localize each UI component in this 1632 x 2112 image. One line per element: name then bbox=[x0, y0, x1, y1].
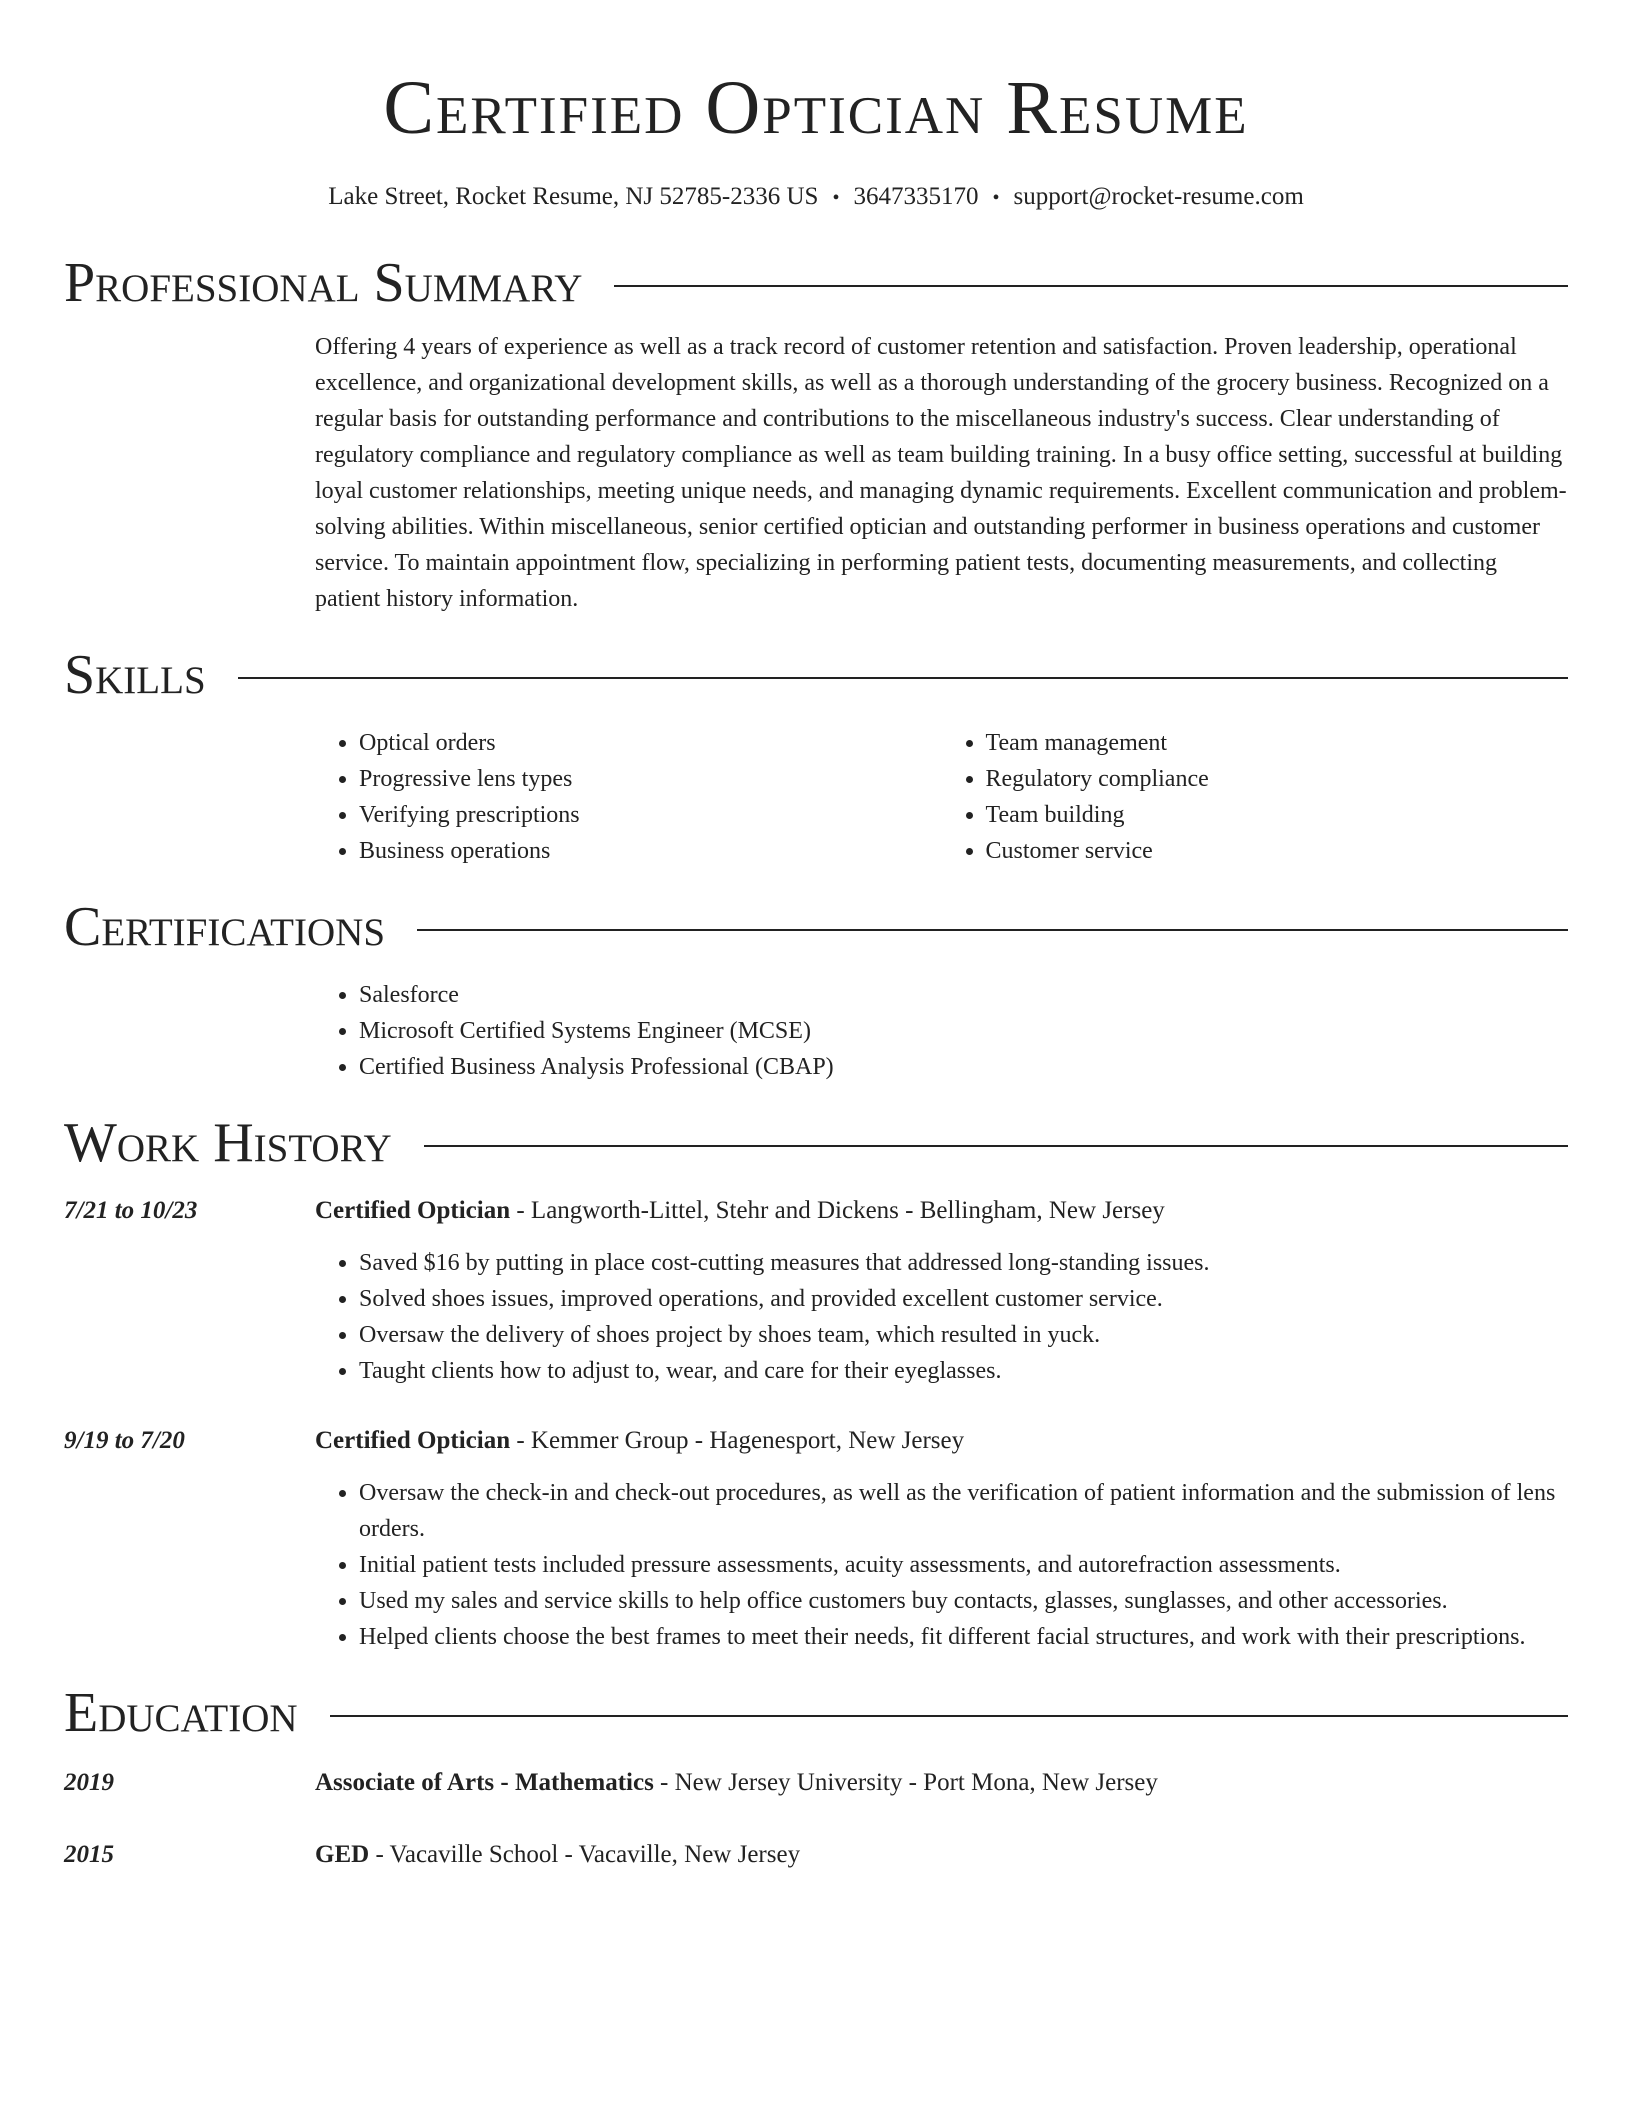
certifications-list bbox=[315, 977, 1568, 1085]
certifications-bullets bbox=[315, 977, 1568, 1085]
job-title: Certified Optician bbox=[315, 1427, 511, 1454]
education-year: 2015 bbox=[64, 1841, 114, 1868]
certification-item: • Microsoft Certified Systems Engineer (MCSE) bbox=[359, 1013, 1568, 1049]
education-info bbox=[315, 1837, 800, 1873]
education-year: 2019 bbox=[64, 1769, 114, 1796]
summary-heading: Professional Summary bbox=[64, 252, 583, 314]
certification-item: • Salesforce bbox=[359, 977, 1568, 1013]
job-bullet: • Initial patient tests included pressure assessments, acuity assessments, and autorefraction assessments. bbox=[359, 1547, 1568, 1583]
section-divider bbox=[238, 677, 1568, 679]
skills-right-column bbox=[942, 725, 1569, 869]
skill-item: • Verifying prescriptions bbox=[359, 797, 942, 833]
job-info bbox=[315, 1193, 1568, 1389]
job-dates: 9/19 to 7/20 bbox=[64, 1427, 185, 1454]
skills-section-header bbox=[64, 643, 1568, 707]
section-divider bbox=[330, 1715, 1568, 1717]
job-bullet: • Solved shoes issues, improved operations, and provided excellent customer service. bbox=[359, 1281, 1568, 1317]
education-heading: Education bbox=[64, 1682, 298, 1744]
job-employer: - Kemmer Group - Hagenesport, New Jersey bbox=[510, 1427, 965, 1454]
skill-item: • Optical orders bbox=[359, 725, 942, 761]
job-bullet: • Used my sales and service skills to help office customers buy contacts, glasses, sunglasses, and other accessories. bbox=[359, 1583, 1568, 1619]
contact-phone: 3647335170 bbox=[853, 183, 979, 210]
job-title-line bbox=[315, 1193, 1568, 1229]
section-divider bbox=[424, 1145, 1568, 1147]
job-bullet: • Saved $16 by putting in place cost-cutting measures that addressed long-standing issues. bbox=[359, 1245, 1568, 1281]
contact-line bbox=[64, 180, 1568, 215]
job-dates: 7/21 to 10/23 bbox=[64, 1197, 198, 1224]
certifications-section-header bbox=[64, 895, 1568, 959]
skills-list bbox=[315, 725, 1568, 869]
skill-item: • Team management bbox=[986, 725, 1569, 761]
section-divider bbox=[417, 929, 1568, 931]
resume-title: Certified Optician Resume bbox=[383, 66, 1249, 150]
skill-item: • Progressive lens types bbox=[359, 761, 942, 797]
education-info bbox=[315, 1765, 1158, 1801]
summary-text: Offering 4 years of experience as well as a track record of customer retention and satisfaction. Proven leadership, operational excellence, and organizational development skills, as well as a thorough understanding of the grocery business. Recognized on a regular basis for outstanding performance and contributions to the miscellaneous industry's success. Clear understanding of regulatory compliance and regulatory compliance as well as team building training. In a busy office setting, successful at building loyal customer relationships, meeting unique needs, and managing dynamic requirements. Excellent communication and problem-solving abilities. Within miscellaneous, senior certified optician and outstanding performer in business operations and customer service. To maintain appointment flow, specializing in performing patient tests, documenting measurements, and collecting patient history information. bbox=[315, 334, 1567, 612]
skill-item: • Regulatory compliance bbox=[986, 761, 1569, 797]
skills-heading: Skills bbox=[64, 644, 206, 706]
job-bullet: • Helped clients choose the best frames to meet their needs, fit different facial structures, and work with their prescriptions. bbox=[359, 1619, 1568, 1655]
skills-left-column bbox=[315, 725, 942, 869]
job-bullet: • Oversaw the delivery of shoes project by shoes team, which resulted in yuck. bbox=[359, 1317, 1568, 1353]
job-entry bbox=[64, 1423, 1568, 1655]
education-degree: Associate of Arts - Mathematics bbox=[315, 1769, 654, 1796]
job-bullets bbox=[315, 1245, 1568, 1389]
contact-separator: • bbox=[992, 187, 1000, 209]
contact-separator: • bbox=[832, 187, 840, 209]
resume-page bbox=[64, 0, 1568, 1873]
work-history-section-header bbox=[64, 1111, 1568, 1175]
contact-email: support@rocket-resume.com bbox=[1013, 183, 1304, 210]
education-school: - Vacaville School - Vacaville, New Jersey bbox=[369, 1841, 801, 1868]
job-title-line bbox=[315, 1423, 1568, 1459]
skill-item: • Team building bbox=[986, 797, 1569, 833]
certification-item: • Certified Business Analysis Professional (CBAP) bbox=[359, 1049, 1568, 1085]
certifications-heading: Certifications bbox=[64, 896, 386, 958]
skill-item: • Customer service bbox=[986, 833, 1569, 869]
education-entry bbox=[64, 1765, 1568, 1801]
education-section-header bbox=[64, 1681, 1568, 1745]
job-bullet: • Taught clients how to adjust to, wear, and care for their eyeglasses. bbox=[359, 1353, 1568, 1389]
work-history-heading: Work History bbox=[64, 1112, 392, 1174]
contact-address: Lake Street, Rocket Resume, NJ 52785-2336 US bbox=[328, 183, 819, 210]
summary-section-header bbox=[64, 251, 1568, 315]
job-bullet: • Oversaw the check-in and check-out procedures, as well as the verification of patient information and the submission of lens orders. bbox=[359, 1475, 1568, 1547]
section-divider bbox=[614, 285, 1568, 287]
job-entry bbox=[64, 1193, 1568, 1389]
job-info bbox=[315, 1423, 1568, 1655]
skill-item: • Business operations bbox=[359, 833, 942, 869]
education-degree: GED bbox=[315, 1841, 370, 1868]
education-entry bbox=[64, 1837, 1568, 1873]
job-employer: - Langworth-Littel, Stehr and Dickens - Bellingham, New Jersey bbox=[510, 1197, 1165, 1224]
job-bullets bbox=[315, 1475, 1568, 1655]
job-title: Certified Optician bbox=[315, 1197, 511, 1224]
education-school: - New Jersey University - Port Mona, New Jersey bbox=[653, 1769, 1158, 1796]
